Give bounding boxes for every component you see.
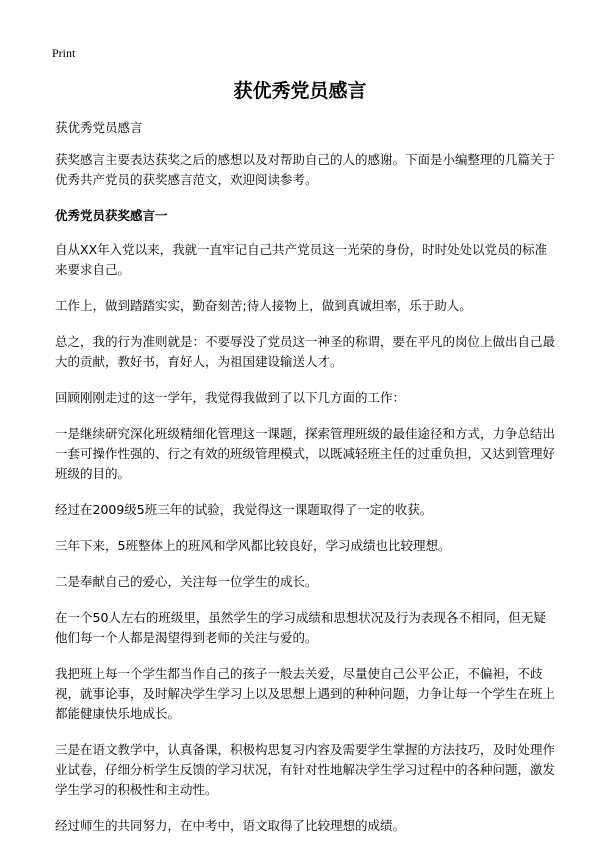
paragraph: 二是奉献自己的爱心，关注每一位学生的成长。 [55, 574, 318, 589]
paragraph: 我把班上每一个学生都当作自己的孩子一般去关爱，尽量使自己公平公正，不偏袒，不歧视，就事论事，及时解决学生学习上以及思想上遇到的种种问题，力争让每一个学生在班上都能健康快乐地成长。 [55, 666, 556, 721]
paragraph: 一是继续研究深化班级精细化管理这一课题，探索管理班级的最佳途径和方式，力争总结出一套可操作性强的、行之有效的班级管理模式，以既减轻班主任的过重负担，又达到管理好班级的目的。 [55, 426, 556, 481]
article-body [55, 118, 555, 852]
print-link[interactable]: Print [52, 46, 76, 60]
paragraph: 经过师生的共同努力，在中考中，语文取得了比较理想的成绩。 [55, 818, 406, 833]
paragraph: 自从XX年入党以来，我就一直牢记自己共产党员这一光荣的身份，时时处处以党员的标准来要求自己。 [55, 242, 548, 277]
intro-paragraph: 获奖感言主要表达获奖之后的感想以及对帮助自己的人的感谢。下面是小编整理的几篇关于优秀共产党员的获奖感言范文，欢迎阅读参考。 [55, 152, 556, 187]
paragraph: 回顾刚刚走过的这一学年，我觉得我做到了以下几方面的工作： [55, 390, 406, 405]
paragraph: 在一个50人左右的班级里，虽然学生的学习成绩和思想状况及行为表现各不相同，但无疑他们每一个人都是渴望得到老师的关注与爱的。 [55, 610, 546, 645]
page-title: 获优秀党员感言 [233, 80, 367, 102]
paragraph: 工作上，做到踏踏实实，勤奋刻苦;待人接物上，做到真诚坦率，乐于助人。 [55, 298, 472, 313]
article-subtitle: 获优秀党员感言 [55, 120, 143, 135]
section-heading: 优秀党员获奖感言一 [55, 208, 168, 223]
paragraph: 三是在语文教学中，认真备课，积极构思复习内容及需要学生掌握的方法技巧，及时处理作业试卷，仔细分析学生反馈的学习状况，有针对性地解决学生学习过程中的各种问题，激发学生学习的积极性和主动性。 [55, 742, 556, 797]
paragraph: 总之，我的行为准则就是：不要辱没了党员这一神圣的称谓，要在平凡的岗位上做出自己最大的贡献，教好书，育好人，为祖国建设输送人才。 [55, 334, 556, 369]
paragraph: 三年下来，5班整体上的班风和学风都比较良好，学习成绩也比较理想。 [55, 538, 451, 553]
paragraph: 经过在2009级5班三年的试验，我觉得这一课题取得了一定的收获。 [55, 502, 433, 517]
